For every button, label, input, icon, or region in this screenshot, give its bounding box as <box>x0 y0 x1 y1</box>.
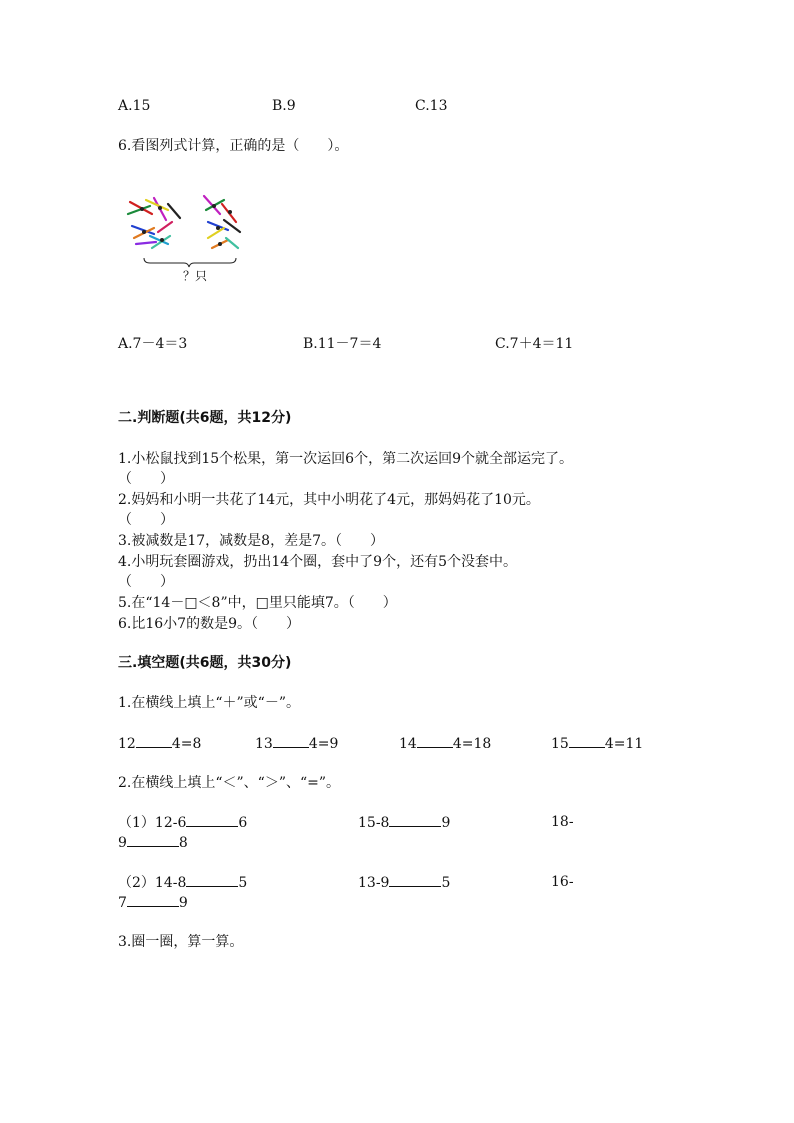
s3-q2-r1-c-right: 8 <box>178 835 188 851</box>
s3-q2-r2-b <box>358 872 450 893</box>
s3-q2-r2-a-right: 5 <box>238 875 248 891</box>
s3-q2-r1-c-line1: 18- <box>551 814 574 830</box>
section2-title: 二.判断题(共6题，共12分) <box>118 410 292 426</box>
section3-title: 三.填空题(共6题，共30分) <box>118 655 292 671</box>
s3-q2-r2-c-line1: 16- <box>551 874 574 890</box>
s3-q2-r1-a-left: （1）12-6 <box>118 815 187 831</box>
s3-q2-r2-a <box>118 872 247 893</box>
answer-blank[interactable] <box>273 733 309 748</box>
s2-item-1-text: 1.小松鼠找到15个松果，第一次运回6个，第二次运回9个就全部运完了。 <box>118 451 573 467</box>
answer-blank[interactable] <box>569 733 605 748</box>
s2-item-6-text: 6.比16小7的数是9。（ ） <box>118 616 300 632</box>
s3-q1-item-2-left: 13 <box>255 736 273 752</box>
s3-q2-r1-b <box>358 812 450 833</box>
s2-item-4-text: 4.小明玩套圈游戏，扔出14个圈，套中了9个，还有5个没套中。 <box>118 554 517 570</box>
s3-q2-r1-a <box>118 812 247 833</box>
s3-q3-stem: 3.圈一圈，算一算。 <box>118 934 244 950</box>
q6-figure-label: ？只 <box>183 269 208 283</box>
s2-item-5-text: 5.在“14－□＜8”中，□里只能填7。（ ） <box>118 595 397 611</box>
q5-option-c: C.13 <box>415 98 448 114</box>
q5-option-b: B.9 <box>272 98 296 114</box>
answer-blank[interactable] <box>136 733 172 748</box>
s3-q1-item-1-left: 12 <box>118 736 136 752</box>
answer-blank[interactable] <box>417 733 453 748</box>
s3-q2-r2-a-left: （2）14-8 <box>118 875 187 891</box>
s3-q1-item-3-left: 14 <box>399 736 417 752</box>
s2-item-4-paren: （ ） <box>118 574 174 590</box>
q6-option-a: A.7－4＝3 <box>118 336 188 352</box>
s3-q2-r2-c-left: 7 <box>118 895 127 911</box>
s3-q2-r2-c-right: 9 <box>178 895 188 911</box>
q6-option-c: C.7＋4＝11 <box>495 336 574 352</box>
s2-item-2-text: 2.妈妈和小明一共花了14元，其中小明花了4元，那妈妈花了10元。 <box>118 492 540 508</box>
answer-blank[interactable] <box>127 832 179 847</box>
q6-option-b: B.11－7＝4 <box>303 336 382 352</box>
s3-q1-item-2 <box>255 733 338 754</box>
s3-q2-r2-c <box>118 892 188 913</box>
s3-q2-r1-a-right: 6 <box>238 815 248 831</box>
s3-q1-item-1 <box>118 733 201 754</box>
q6-stem: 6.看图列式计算，正确的是（ ）。 <box>118 138 349 154</box>
s3-q1-stem: 1.在横线上填上“＋”或“－”。 <box>118 695 300 711</box>
s2-item-2-paren: （ ） <box>118 512 174 528</box>
s3-q2-r1-b-left: 15-8 <box>358 815 390 831</box>
s3-q2-r1-b-right: 9 <box>441 815 451 831</box>
s3-q2-r1-c-left: 9 <box>118 835 127 851</box>
answer-blank[interactable] <box>389 812 441 827</box>
s3-q1-item-4 <box>551 733 643 754</box>
s2-item-3-text: 3.被减数是17，减数是8，差是7。（ ） <box>118 533 384 549</box>
s2-item-1-paren: （ ） <box>118 471 174 487</box>
s3-q1-item-1-right: 4=8 <box>171 736 202 752</box>
s3-q1-item-3 <box>399 733 491 754</box>
s3-q2-r2-b-right: 5 <box>441 875 451 891</box>
s3-q1-item-4-right: 4=11 <box>604 736 644 752</box>
answer-blank[interactable] <box>389 872 441 887</box>
s3-q2-stem: 2.在横线上填上“＜”、“＞”、“=”。 <box>118 775 341 791</box>
s3-q2-r2-b-left: 13-9 <box>358 875 390 891</box>
q5-option-a: A.15 <box>118 98 151 114</box>
answer-blank[interactable] <box>186 812 238 827</box>
answer-blank[interactable] <box>186 872 238 887</box>
s3-q1-item-3-right: 4=18 <box>452 736 492 752</box>
s3-q1-item-2-right: 4=9 <box>308 736 339 752</box>
s3-q1-item-4-left: 15 <box>551 736 569 752</box>
answer-blank[interactable] <box>127 892 179 907</box>
s3-q2-r1-c <box>118 832 188 853</box>
